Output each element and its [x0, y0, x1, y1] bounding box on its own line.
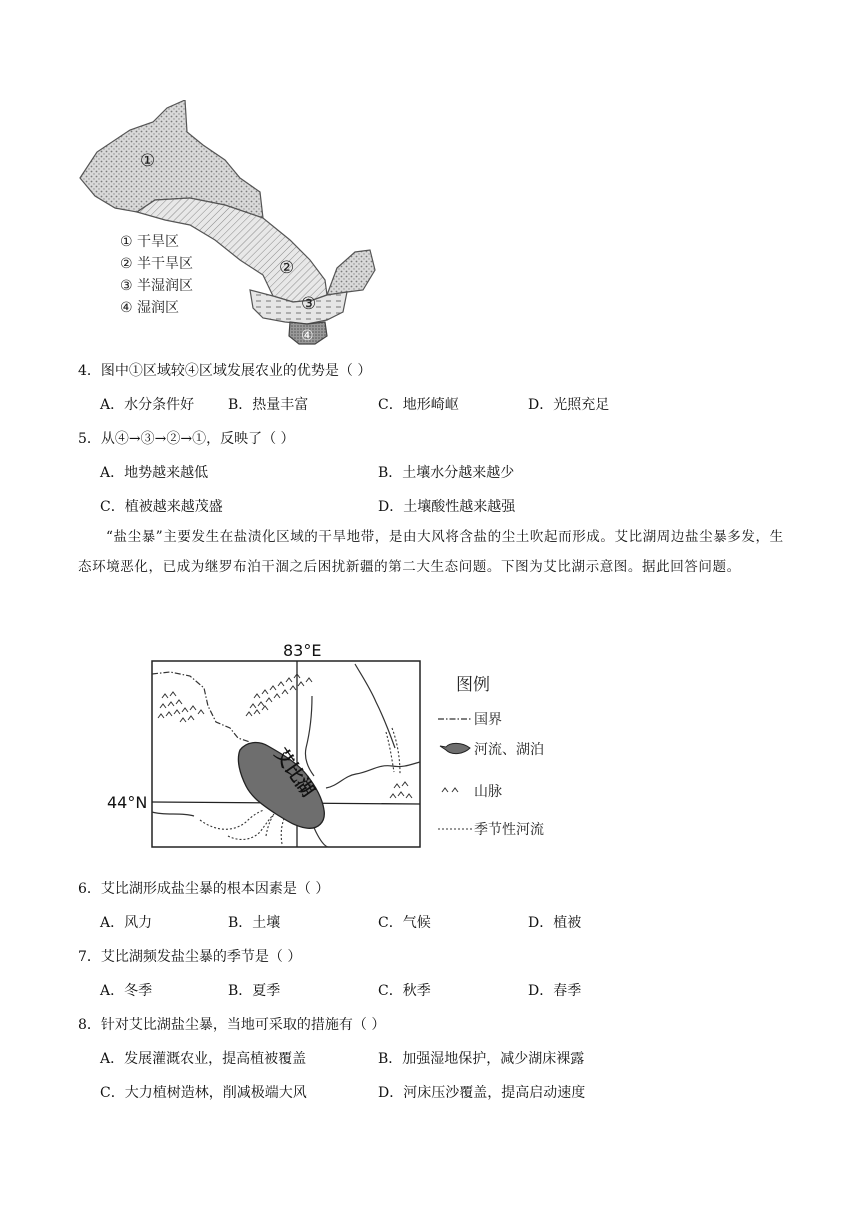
q8-option-a[interactable]: A．发展灌溉农业，提高植被覆盖 — [100, 1051, 307, 1067]
q6-option-d[interactable]: D．植被 — [528, 915, 582, 931]
lake-label: 艾比湖 — [269, 744, 319, 801]
region-label-3: ③ — [301, 294, 317, 314]
zone-legend-2: ② 半干旱区 — [120, 256, 194, 272]
legend-seasonal-river: 季节性河流 — [474, 822, 544, 838]
q8-option-c[interactable]: C．大力植树造林，削减极端大风 — [100, 1085, 307, 1101]
ebinur-lake-map — [100, 636, 580, 856]
longitude-label: 83°E — [283, 641, 322, 660]
zone-legend-4: ④ 湿润区 — [120, 300, 180, 316]
zone-legend-1: ① 干旱区 — [120, 234, 180, 250]
q7-option-b[interactable]: B．夏季 — [228, 983, 281, 999]
q8-option-d[interactable]: D．河床压沙覆盖，提高启动速度 — [378, 1085, 586, 1101]
region-label-1: ① — [140, 151, 156, 171]
climate-zones-map — [75, 100, 385, 350]
zone-legend-3: ③ 半湿润区 — [120, 278, 194, 294]
q4-option-b[interactable]: B．热量丰富 — [228, 397, 309, 413]
latitude-label: 44°N — [107, 793, 148, 812]
region-semi-arid-east — [327, 250, 375, 295]
q7-option-c[interactable]: C．秋季 — [378, 983, 431, 999]
question-6-stem: 6．艾比湖形成盐尘暴的根本因素是（ ） — [78, 881, 330, 897]
passage-text: “盐尘暴”主要发生在盐渍化区域的干旱地带，是由大风将含盐的尘土吹起而形成。艾比湖周边盐尘暴多发，生态环境恶化，已成为继罗布泊干涸之后困扰新疆的第二大生态问题。下图为艾比湖示意图。据此回答问题。 — [78, 529, 784, 575]
legend-river-lake: 河流、湖泊 — [474, 742, 544, 758]
region-label-2: ② — [279, 258, 295, 278]
q4-option-c[interactable]: C．地形崎岖 — [378, 397, 459, 413]
q4-option-a[interactable]: A．水分条件好 — [100, 397, 195, 413]
reading-passage — [78, 522, 790, 582]
q6-option-c[interactable]: C．气候 — [378, 915, 431, 931]
q8-option-b[interactable]: B．加强湿地保护，减少湖床裸露 — [378, 1051, 585, 1067]
q6-option-b[interactable]: B．土壤 — [228, 915, 281, 931]
q5-option-b[interactable]: B．土壤水分越来越少 — [378, 465, 515, 481]
q7-option-d[interactable]: D．春季 — [528, 983, 582, 999]
question-4-stem: 4．图中①区域较④区域发展农业的优势是（ ） — [78, 363, 372, 379]
q5-option-c[interactable]: C．植被越来越茂盛 — [100, 499, 223, 515]
legend-lake-symbol — [440, 743, 470, 753]
legend-border: 国界 — [474, 712, 502, 728]
region-label-4: ④ — [301, 328, 314, 344]
question-8-stem: 8．针对艾比湖盐尘暴，当地可采取的措施有（ ） — [78, 1017, 386, 1033]
legend-mountain-symbol — [442, 788, 458, 792]
q5-option-d[interactable]: D．土壤酸性越来越强 — [378, 499, 516, 515]
q5-option-a[interactable]: A．地势越来越低 — [100, 465, 209, 481]
q7-option-a[interactable]: A．冬季 — [100, 983, 153, 999]
legend-mountain: 山脉 — [474, 784, 502, 800]
q4-option-d[interactable]: D．光照充足 — [528, 397, 610, 413]
q6-option-a[interactable]: A．风力 — [100, 915, 153, 931]
question-5-stem: 5．从④→③→②→①，反映了（ ） — [78, 431, 295, 447]
question-7-stem: 7．艾比湖频发盐尘暴的季节是（ ） — [78, 949, 302, 965]
legend-title: 图例 — [456, 675, 490, 695]
